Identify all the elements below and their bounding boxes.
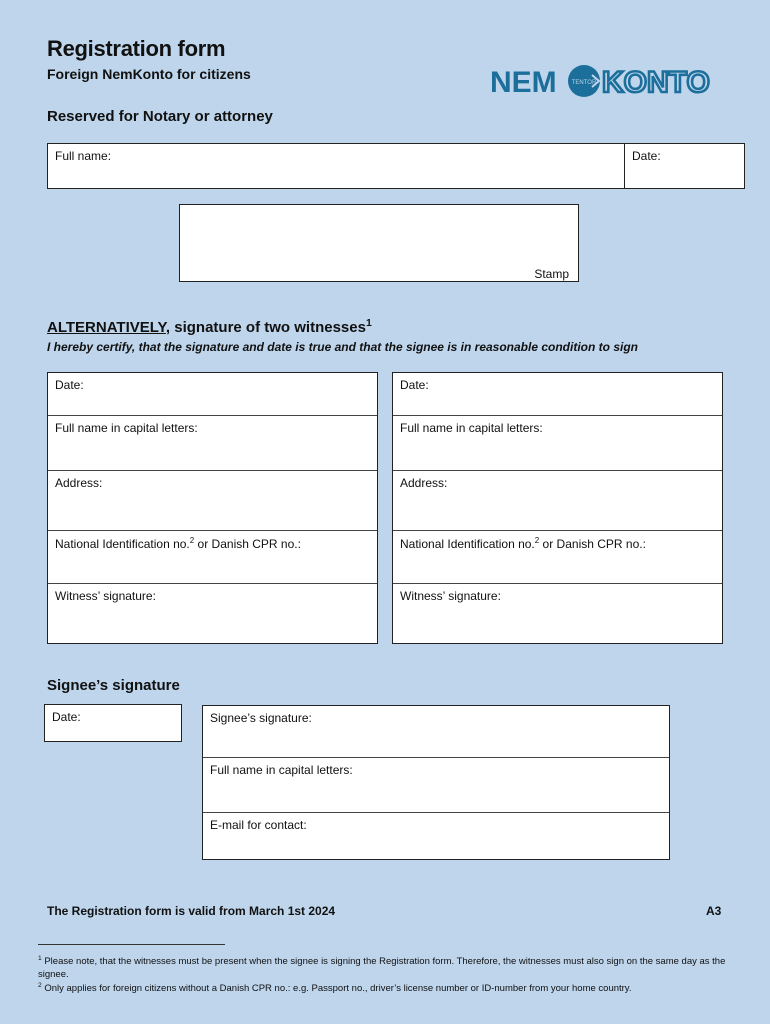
witness-1-national-id-label: National Identification no.$^2$ or Danish CPR no.: <box>55 536 301 551</box>
notary-heading: Reserved for Notary or attorney <box>47 108 273 125</box>
witness-2-full-name-label: Full name in capital letters: <box>400 421 543 435</box>
witness-1-signature-label: Witness’ signature: <box>55 589 156 603</box>
witness-2-national-id-label: National Identification no.$^2$ or Danish CPR no.: <box>400 536 646 551</box>
signee-block <box>202 705 670 860</box>
notary-full-name-field[interactable] <box>47 143 625 189</box>
witness-1-date-field[interactable] <box>48 373 377 415</box>
logo-badge-text: TENTOR <box>571 80 597 86</box>
witnesses-heading-emph: ALTERNATIVELY <box>47 319 166 336</box>
signee-signature-field[interactable] <box>203 706 669 757</box>
witness-1-full-name-label: Full name in capital letters: <box>55 421 198 435</box>
signee-full-name-field[interactable] <box>203 757 669 813</box>
witness-1-address-field[interactable] <box>48 470 377 531</box>
footnote-divider <box>38 944 225 945</box>
nemkonto-logo <box>490 64 722 98</box>
witness-2-national-id-field[interactable] <box>393 530 722 584</box>
witness-2-date-label: Date: <box>400 378 429 392</box>
witnesses-heading <box>47 317 372 336</box>
witness-2-full-name-field[interactable] <box>393 415 722 471</box>
logo-text-left: NEM <box>490 66 557 98</box>
witness-2-block <box>392 372 723 644</box>
witnesses-heading-rest: , signature of two witnesses <box>165 319 366 336</box>
footnote-ref-1: 1 <box>365 317 372 329</box>
signee-date-field[interactable] <box>44 704 182 742</box>
signee-full-name-label: Full name in capital letters: <box>210 763 353 777</box>
witness-1-signature-field[interactable] <box>48 583 377 644</box>
validity-note: The Registration form is valid from March 1st 2024 <box>47 904 336 918</box>
signee-date-label: Date: <box>52 710 81 724</box>
certify-statement: I hereby certify, that the signature and date is true and that the signee is in reasonable condition to sign <box>47 340 638 354</box>
witness-1-address-label: Address: <box>55 476 103 490</box>
stamp-label: Stamp <box>534 267 569 281</box>
logo-text-right: KONTO <box>602 66 710 98</box>
footnote-2: $^2$ Only applies for foreign citizens without a Danish CPR no.: e.g. Passport no., driver’s license number or ID-number from your home country. <box>38 982 632 995</box>
page-title: Registration form <box>47 36 226 61</box>
notary-full-name-label: Full name: <box>55 149 112 163</box>
witness-2-signature-field[interactable] <box>393 583 722 644</box>
notary-date-label: Date: <box>632 149 661 163</box>
witness-1-date-label: Date: <box>55 378 84 392</box>
witness-2-signature-label: Witness’ signature: <box>400 589 501 603</box>
witness-1-block <box>47 372 378 644</box>
witness-2-address-label: Address: <box>400 476 448 490</box>
footnote-1: $^1$ Please note, that the witnesses must be present when the signee is signing the Registration form. Therefore, the witnesses must also sign on the same day as the signee. <box>38 955 726 981</box>
witness-1-full-name-field[interactable] <box>48 415 377 471</box>
page-subtitle: Foreign NemKonto for citizens <box>47 66 251 82</box>
footnote-ref-2: 2 <box>189 536 195 545</box>
stamp-box[interactable] <box>179 204 579 282</box>
notary-date-field[interactable] <box>624 143 745 189</box>
signee-signature-label: Signee’s signature: <box>210 711 312 725</box>
signee-email-label: E-mail for contact: <box>210 818 307 832</box>
witness-2-address-field[interactable] <box>393 470 722 531</box>
footnote-ref-2b: 2 <box>534 536 540 545</box>
witness-2-date-field[interactable] <box>393 373 722 415</box>
witness-1-national-id-field[interactable] <box>48 530 377 584</box>
form-code: A3 <box>706 904 722 918</box>
signee-email-field[interactable] <box>203 812 669 860</box>
signee-heading: Signee’s signature <box>47 677 180 694</box>
